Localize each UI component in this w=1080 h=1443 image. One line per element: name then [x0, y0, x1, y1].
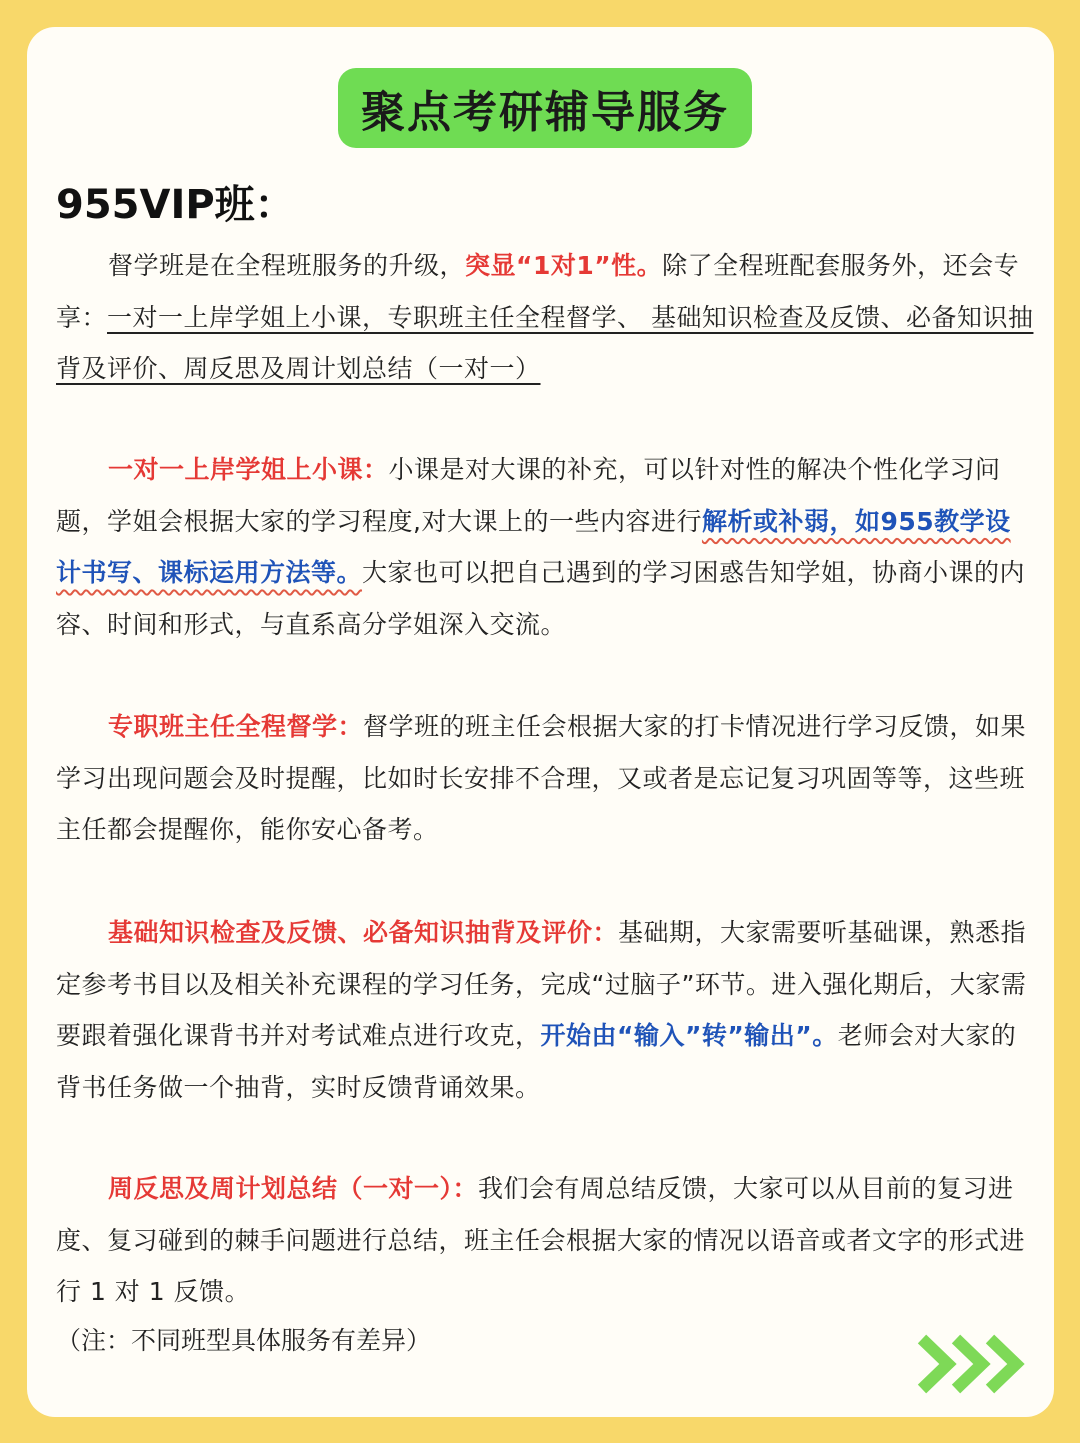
section-tutoring-heading: 一对一上岸学姐上小课： — [108, 455, 389, 484]
section-tutoring-highlight: 解析或补弱，如955教学设计书写、课标运用方法等。 — [56, 506, 1011, 587]
section-weekly-review — [56, 1163, 1036, 1318]
section-tutoring-text-1: 小课是对大课的补充，可以针对性的解决个性化学习问题，学姐会根据大家的学习程度,对大课上的一些内容进行 — [56, 455, 1001, 536]
intro-paragraph — [56, 240, 1036, 395]
footnote: （注：不同班型具体服务有差异） — [56, 1326, 432, 1355]
intro-text-2: 除了全程班配套服务外，还会专享： — [56, 251, 1020, 332]
class-title: 955VIP班： — [56, 182, 295, 228]
section-knowledge-heading: 基础知识检查及反馈、必备知识抽背及评价： — [108, 918, 619, 947]
section-tutoring-text-2: 大家也可以把自己遇到的学习困惑告知学姐，协商小课的内容、时间和形式，与直系高分学姐深入交流。 — [56, 558, 1026, 639]
title-banner — [338, 68, 752, 148]
triple-chevron-right-icon — [914, 1333, 1029, 1399]
intro-text-1: 督学班是在全程班服务的升级， — [108, 251, 466, 280]
section-weekly-text: 我们会有周总结反馈，大家可以从目前的复习进度、复习碰到的棘手问题进行总结，班主任会根据大家的情况以语音或者文字的形式进行 1 对 1 反馈。 — [56, 1174, 1026, 1306]
section-knowledge-text-1: 基础期，大家需要听基础课，熟悉指定参考书目以及相关补充课程的学习任务，完成“过脑子”环节。进入强化期后，大家需要跟着强化课背书并对考试难点进行攻克， — [56, 918, 1027, 1050]
section-knowledge-check — [56, 907, 1036, 1113]
section-tutoring — [56, 444, 1036, 650]
intro-highlight: 突显“1对1”性。 — [465, 251, 663, 280]
page-title: 聚点考研辅导服务 — [361, 87, 729, 138]
content-card — [27, 27, 1054, 1417]
section-knowledge-text-2: 老师会对大家的背书任务做一个抽背，实时反馈背诵效果。 — [56, 1021, 1017, 1102]
section-supervision — [56, 701, 1036, 856]
section-knowledge-highlight: 开始由“输入”转”输出”。 — [540, 1021, 838, 1050]
intro-services-list: 一对一上岸学姐上小课，专职班主任全程督学、 基础知识检查及反馈、必备知识抽背及评价、周反思及周计划总结（一对一） — [56, 302, 1034, 383]
section-weekly-heading: 周反思及周计划总结（一对一）： — [108, 1174, 479, 1203]
section-supervision-text: 督学班的班主任会根据大家的打卡情况进行学习反馈，如果学习出现问题会及时提醒，比如时长安排不合理，又或者是忘记复习巩固等等，这些班主任都会提醒你，能你安心备考。 — [56, 712, 1027, 844]
section-supervision-heading: 专职班主任全程督学： — [108, 712, 364, 741]
